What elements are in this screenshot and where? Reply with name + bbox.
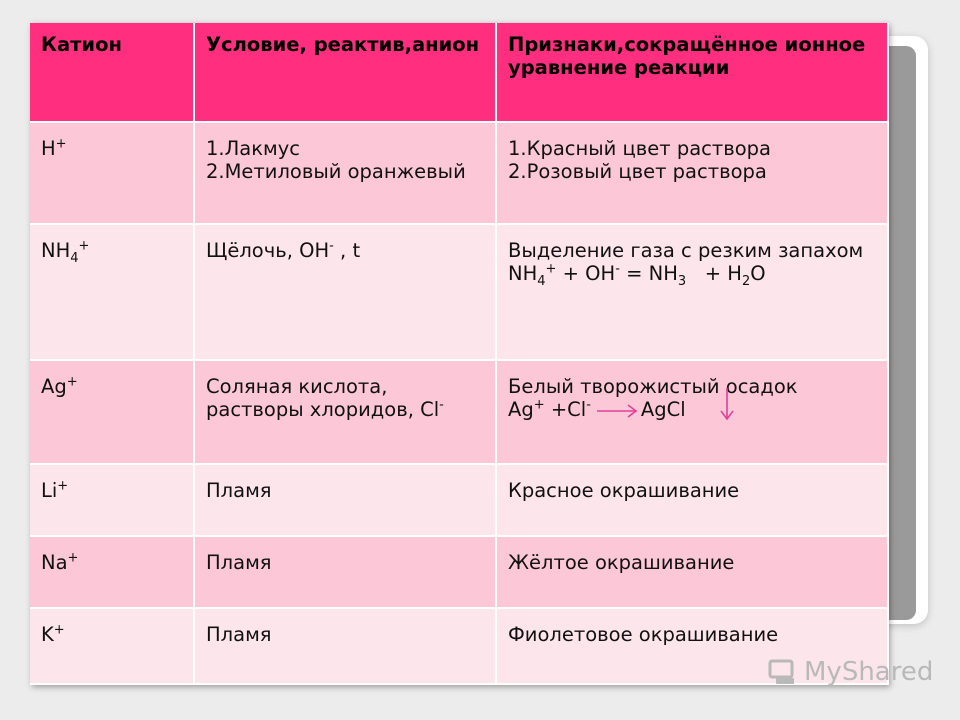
- condition-line: 2.Метиловый оранжевый: [206, 160, 466, 184]
- signs-cell: [496, 224, 888, 360]
- reaction-arrow-icon: [595, 403, 639, 419]
- condition-cell: Пламя: [194, 536, 496, 608]
- cation-cell: [30, 122, 194, 224]
- eq-term: +Cl: [544, 398, 587, 422]
- eq-charge: -: [615, 261, 620, 277]
- sign-line: 2.Розовый цвет раствора: [508, 160, 767, 184]
- table-row: [30, 360, 888, 464]
- eq-term: + H: [686, 262, 742, 286]
- eq-term: Ag: [508, 398, 534, 422]
- cation-cell: [30, 608, 194, 684]
- cation-subscript: 4: [70, 250, 79, 266]
- table-row: [30, 122, 888, 224]
- watermark-logo-icon: [768, 658, 798, 686]
- ionic-equation: [508, 261, 875, 290]
- cation-charge: +: [66, 374, 78, 390]
- table-row: [30, 224, 888, 360]
- signs-cell: Жёлтое окрашивание: [496, 536, 888, 608]
- condition-charge: -: [329, 238, 334, 254]
- table-row: [30, 608, 888, 684]
- cation-charge: +: [53, 622, 65, 638]
- eq-subscript: 4: [537, 274, 546, 290]
- cation-charge: +: [67, 550, 79, 566]
- condition-cell: [194, 360, 496, 464]
- cation-symbol: H: [41, 137, 56, 160]
- cation-symbol: Ag: [41, 375, 67, 398]
- condition-cell: Пламя: [194, 608, 496, 684]
- cation-charge: +: [78, 238, 90, 254]
- cation-symbol: Li: [41, 479, 58, 502]
- cation-cell: [30, 464, 194, 536]
- eq-product: AgCl: [640, 398, 686, 422]
- sign-line: Белый творожистый осадок: [508, 375, 798, 398]
- eq-term: NH: [508, 262, 538, 286]
- header-condition: Условие, реактив,анион: [194, 23, 496, 122]
- eq-subscript: 3: [677, 274, 687, 290]
- eq-charge: +: [545, 261, 557, 277]
- signs-cell: [496, 122, 888, 224]
- eq-charge: -: [586, 397, 591, 413]
- sign-line: 1.Красный цвет раствора: [508, 137, 771, 160]
- cation-reactions-table: [30, 23, 889, 685]
- cation-cell: [30, 536, 194, 608]
- eq-term: = NH: [619, 262, 678, 286]
- signs-cell: Фиолетовое окрашивание: [496, 608, 888, 684]
- condition-tail: , t: [333, 239, 361, 262]
- eq-charge: +: [533, 397, 545, 413]
- condition-charge: -: [439, 397, 444, 413]
- ionic-equation: [508, 398, 875, 421]
- signs-cell: [496, 360, 888, 464]
- cation-charge: +: [55, 136, 67, 152]
- reactions-table-wrapper: [30, 23, 888, 685]
- eq-term: O: [750, 262, 766, 286]
- condition-cell: [194, 224, 496, 360]
- cation-symbol: NH: [41, 239, 71, 262]
- table-header-row: [30, 23, 888, 122]
- table-row: [30, 536, 888, 608]
- signs-cell: Красное окрашивание: [496, 464, 888, 536]
- eq-subscript: 2: [741, 274, 751, 290]
- watermark: [768, 656, 933, 688]
- cation-symbol: K: [41, 623, 54, 646]
- table-row: [30, 464, 888, 536]
- condition-text: Соляная кислота, растворы хлоридов, Cl: [206, 375, 440, 422]
- header-signs: Признаки,сокращённое ионное уравнение реакции: [496, 23, 888, 122]
- cation-cell: [30, 224, 194, 360]
- condition-line: 1.Лакмус: [206, 137, 300, 160]
- cation-charge: +: [57, 478, 69, 494]
- cation-symbol: Na: [41, 551, 68, 574]
- condition-cell: [194, 122, 496, 224]
- eq-term: + OH: [556, 262, 616, 286]
- watermark-text: MyShared: [804, 657, 934, 687]
- sign-line: Выделение газа с резким запахом: [508, 239, 864, 262]
- header-cation: Катион: [30, 23, 194, 122]
- precipitate-arrow-icon: [719, 387, 735, 421]
- cation-cell: [30, 360, 194, 464]
- condition-text: Щёлочь, OH: [206, 239, 330, 262]
- condition-cell: Пламя: [194, 464, 496, 536]
